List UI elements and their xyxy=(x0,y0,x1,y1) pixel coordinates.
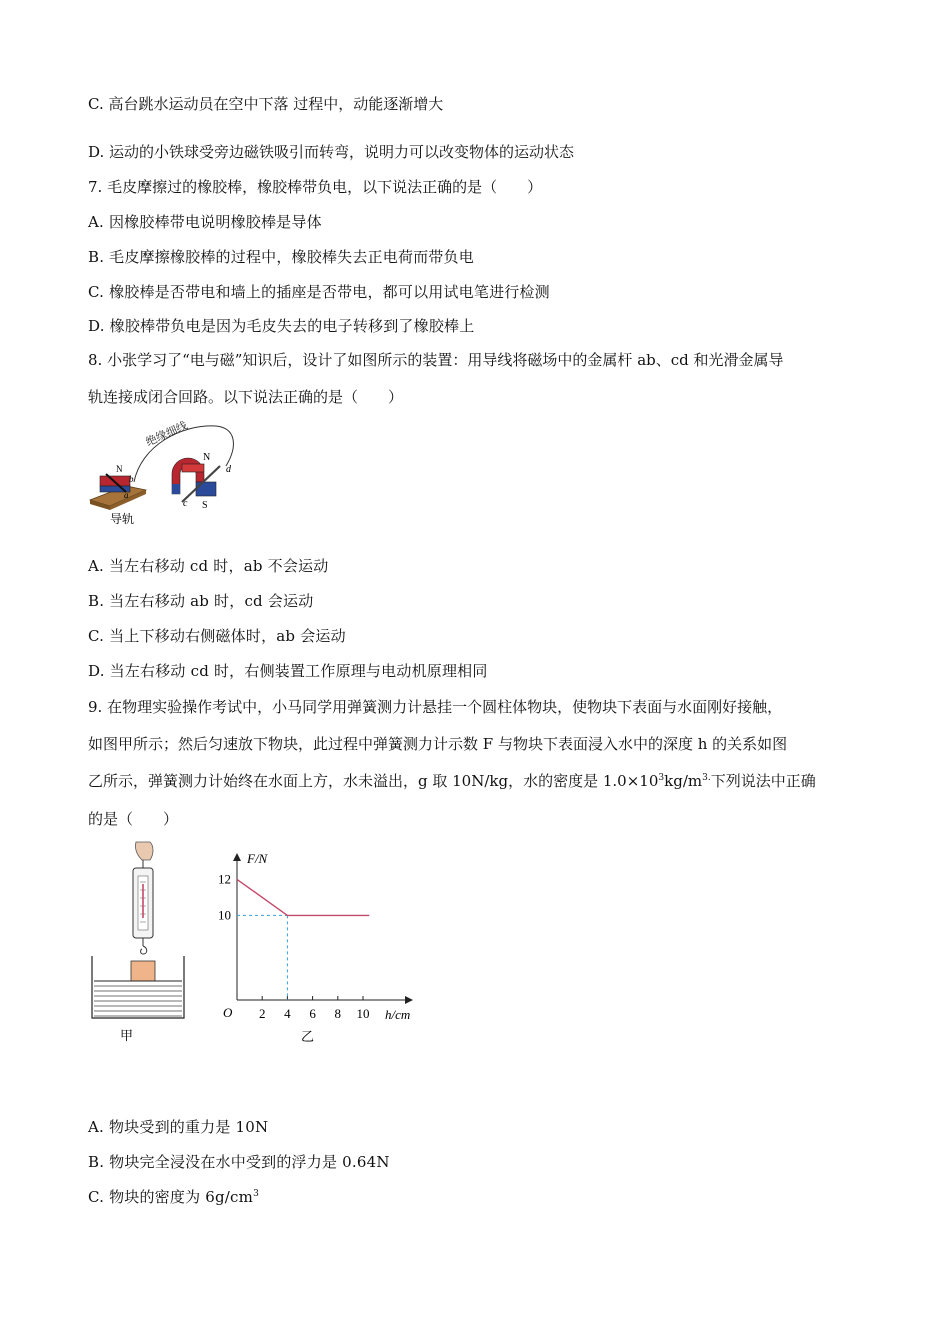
fig8-wire-label: 绝缘细线 xyxy=(144,419,190,449)
chart-xlabel: h/cm xyxy=(385,1007,411,1022)
q8-stem-line2: 轨连接成闭合回路。以下说法正确的是（ ） xyxy=(88,388,404,406)
chart-x-axis-arrow xyxy=(405,996,413,1004)
chart-y-tick-label-12: 12 xyxy=(218,871,231,887)
fig8-n-right: N xyxy=(203,452,211,463)
chart-series-line-F xyxy=(237,879,369,915)
chart-x-tick-label-4: 4 xyxy=(284,1006,291,1021)
chart-x-tick-label-2: 2 xyxy=(258,1006,266,1021)
q9-option-b: B. 物块完全浸没在水中受到的浮力是 0.64N xyxy=(88,1153,390,1171)
q8-option-c: C. 当上下移动右侧磁体时，ab 会运动 xyxy=(88,627,346,645)
fig8-point-c: c xyxy=(183,498,188,509)
chart-y-axis-arrow xyxy=(233,853,241,861)
chart-x-tick-label-10: 10 xyxy=(356,1006,370,1021)
fig8-point-a: a xyxy=(124,490,129,500)
fig8-s-right: S xyxy=(202,500,208,511)
chart-origin: O xyxy=(223,1005,233,1020)
q9-stem-line3: 乙所示，弹簧测力计始终在水面上方，水未溢出，g 取 10N/kg，水的密度是 $1.0\times 10^3kg/m^{3.}$下列说法中正确 xyxy=(88,772,816,790)
chart-ylabel: F/N xyxy=(247,851,268,866)
fig9-jia-label: 甲 xyxy=(120,1028,134,1043)
q7-option-c: C. 橡胶棒是否带电和墙上的插座是否带电，都可以用试电笔进行检测 xyxy=(88,283,550,301)
q9-option-c: C. 物块的密度为 $6g/cm^3$ xyxy=(88,1188,260,1206)
q7-option-d: D. 橡胶棒带负电是因为毛皮失去的电子转移到了橡胶棒上 xyxy=(88,317,475,335)
q8-figure-apparatus xyxy=(86,416,246,528)
q9-option-a: A. 物块受到的重力是 10N xyxy=(88,1118,269,1136)
fig8-rail-label: 导轨 xyxy=(110,512,135,526)
fig8-n-left: N xyxy=(116,464,123,474)
chart-caption: 乙 xyxy=(301,1029,315,1044)
fig8-point-b: b xyxy=(129,474,134,484)
q9-figure-yi-chart xyxy=(205,845,425,1050)
chart-y-tick-label-10: 10 xyxy=(218,907,231,923)
chart-x-tick-label-8: 8 xyxy=(334,1006,342,1021)
q9-stem-line2: 如图甲所示；然后匀速放下物块，此过程中弹簧测力计示数 F 与物块下表面浸入水中的深度 h 的关系如图 xyxy=(88,735,788,753)
q8-option-a: A. 当左右移动 cd 时，ab 不会运动 xyxy=(88,557,329,575)
q9-stem-line1: 9. 在物理实验操作考试中，小马同学用弹簧测力计悬挂一个圆柱体物块，使物块下表面与水面刚好接触， xyxy=(88,698,783,716)
q8-option-d: D. 当左右移动 cd 时，右侧装置工作原理与电动机原理相同 xyxy=(88,662,488,680)
q6-option-d: D. 运动的小铁球受旁边磁铁吸引而转弯，说明力可以改变物体的运动状态 xyxy=(88,143,575,161)
chart-x-tick-label-6: 6 xyxy=(309,1006,316,1021)
q6-option-c: C. 高台跳水运动员在空中下落 过程中，动能逐渐增大 xyxy=(88,95,444,113)
fig8-point-d: d xyxy=(226,464,231,475)
q7-option-b: B. 毛皮摩擦橡胶棒的过程中，橡胶棒失去正电荷而带负电 xyxy=(88,248,474,266)
q8-option-b: B. 当左右移动 ab 时，cd 会运动 xyxy=(88,592,314,610)
q8-stem-line1: 8. 小张学习了“电与磁”知识后，设计了如图所示的装置：用导线将磁场中的金属杆 ab、cd 和光滑金属导 xyxy=(88,351,784,369)
q7-option-a: A. 因橡胶棒带电说明橡胶棒是导体 xyxy=(88,213,322,231)
q9-stem-line4: 的是（ ） xyxy=(88,810,179,828)
q7-stem: 7. 毛皮摩擦过的橡胶棒，橡胶棒带负电，以下说法正确的是（ ） xyxy=(88,178,543,196)
q9-figure-jia xyxy=(88,840,198,1050)
